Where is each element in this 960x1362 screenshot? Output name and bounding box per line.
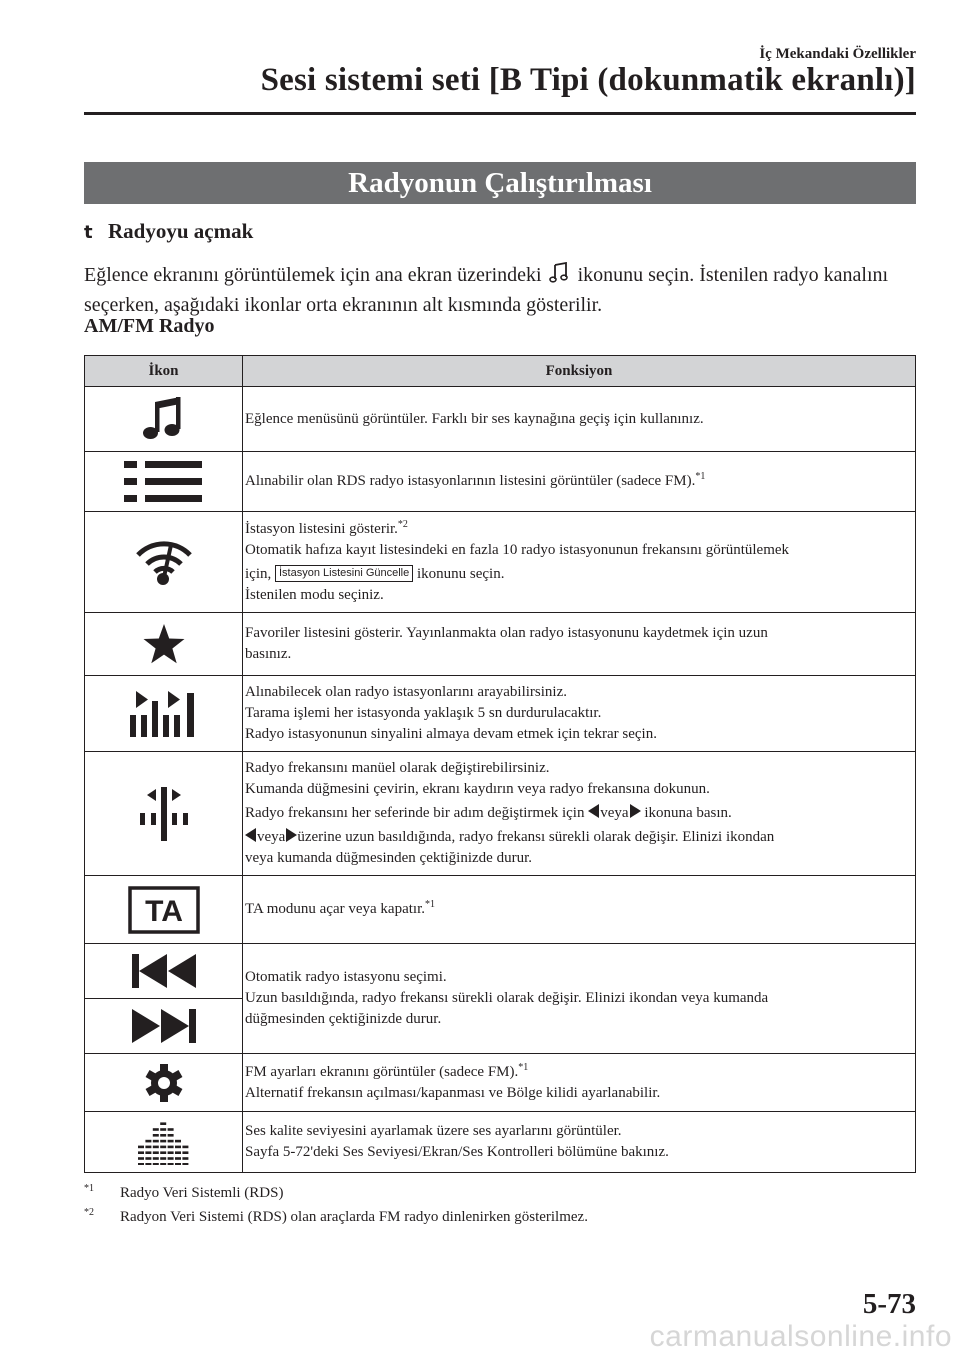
right-triangle-icon xyxy=(629,804,641,818)
equalizer-bar-segment xyxy=(138,1151,144,1154)
equalizer-bar-segment xyxy=(138,1163,144,1165)
description-text: veya xyxy=(600,805,629,821)
skip-back-icon-box xyxy=(85,944,242,999)
table-row xyxy=(85,752,916,876)
equalizer-bar-segment xyxy=(160,1146,166,1149)
description-line xyxy=(245,471,911,492)
equalizer-bar-segment xyxy=(152,1128,158,1131)
icon-cell xyxy=(85,452,243,512)
description-text: üzerine uzun basıldığında, radyo frekansı sürekli olarak değişir. Elinizi ikondan xyxy=(297,829,775,845)
description-line: Radyo frekansını manüel olarak değiştirebilirsiniz. xyxy=(245,760,550,776)
description-cell xyxy=(243,1054,916,1112)
equalizer-bar-segment xyxy=(175,1157,181,1160)
equalizer-bar-segment xyxy=(167,1146,173,1149)
header-rule xyxy=(84,112,916,115)
ta-icon-label: TA xyxy=(144,894,183,928)
description-line: basınız. xyxy=(245,646,292,662)
intro-text-before: Eğlence ekranını görüntülemek için ana ekran üzerindeki xyxy=(84,264,542,286)
icon-cell xyxy=(85,613,243,676)
equalizer-bar-segment xyxy=(182,1151,188,1154)
description-text: ikonuna basın. xyxy=(644,805,732,821)
description-line: Uzun basıldığında, radyo frekansı sürekli olarak değişir. Elinizi ikondan veya kumanda xyxy=(245,990,769,1006)
description-cell xyxy=(243,387,916,452)
equalizer-bar-segment xyxy=(138,1146,144,1149)
equalizer-bar-segment xyxy=(160,1134,166,1137)
equalizer-bar-segment xyxy=(160,1122,166,1125)
footnote-mark: *2 xyxy=(84,1207,94,1218)
icon-cell xyxy=(85,752,243,876)
left-triangle-icon xyxy=(245,828,257,842)
tune-icon xyxy=(138,787,190,841)
section-banner: Radyonun Çalıştırılması xyxy=(84,162,916,204)
description-line: Favoriler listesini gösterir. Yayınlanmakta olan radyo istasyonunu kaydetmek için uzun xyxy=(245,625,768,641)
equalizer-bar-segment xyxy=(152,1151,158,1154)
table-header-row xyxy=(85,356,916,387)
equalizer-bar-segment xyxy=(175,1151,181,1154)
description-line: Ses kalite seviyesini ayarlamak üzere ses ayarlarını görüntüler. xyxy=(245,1123,622,1139)
equalizer-bar-segment xyxy=(145,1151,151,1154)
description-line xyxy=(245,564,911,585)
icon-cell xyxy=(85,876,243,944)
subheading-text: Radyoyu açmak xyxy=(108,219,254,243)
description-text: TA modunu açar veya kapatır. xyxy=(245,901,425,917)
description-cell xyxy=(243,752,916,876)
equalizer-bar-segment xyxy=(152,1163,158,1165)
description-text: veya xyxy=(257,829,286,845)
table-row xyxy=(85,613,916,676)
list-icon xyxy=(124,459,204,505)
table-row xyxy=(85,452,916,512)
description-line xyxy=(245,899,911,920)
description-cell xyxy=(243,512,916,613)
equalizer-bar-segment xyxy=(167,1151,173,1154)
page-number: 5-73 xyxy=(862,1288,916,1320)
equalizer-bar-segment xyxy=(152,1146,158,1149)
description-line: Kumanda düğmesini çevirin, ekranı kaydırın veya radyo frekansına dokunun. xyxy=(245,781,710,797)
description-line xyxy=(245,803,911,824)
equalizer-bar-segment xyxy=(145,1163,151,1165)
intro-text-after: ikonunu seçin. İstenilen radyo kanalını seçerken, aşağıdaki ikonlar orta ekranının alt kısmında gösterilir. xyxy=(84,264,889,316)
intro-paragraph xyxy=(84,260,916,320)
music-note-icon xyxy=(549,262,569,284)
description-line xyxy=(245,1062,911,1083)
footnote-ref: *1 xyxy=(695,471,706,482)
equalizer-bar-segment xyxy=(145,1140,151,1143)
column-header-function: Fonksiyon xyxy=(243,356,916,387)
description-text: için, xyxy=(245,565,272,582)
footnotes xyxy=(84,1181,588,1229)
equalizer-bar-segment xyxy=(182,1146,188,1149)
scan-icon xyxy=(130,689,198,739)
description-line: Alınabilecek olan radyo istasyonlarını arayabilirsiniz. xyxy=(245,684,567,700)
equalizer-bar-segment xyxy=(167,1134,173,1137)
footnote xyxy=(84,1181,588,1205)
table-row xyxy=(85,876,916,944)
table-row xyxy=(85,1054,916,1112)
footnote-text: Radyo Veri Sistemli (RDS) xyxy=(120,1185,284,1201)
equalizer-bar-segment xyxy=(160,1128,166,1131)
equalizer-bar-segment xyxy=(175,1163,181,1165)
equalizer-bar-segment xyxy=(152,1140,158,1143)
description-line: düğmesinden çektiğinizde durur. xyxy=(245,1011,442,1027)
amfm-heading: AM/FM Radyo xyxy=(84,315,215,337)
equalizer-bar-segment xyxy=(160,1157,166,1160)
icon-cell xyxy=(85,676,243,752)
description-line: veya kumanda düğmesinden çektiğinizde durur. xyxy=(245,850,532,866)
gear-icon xyxy=(144,1063,184,1103)
icon-function-table xyxy=(84,355,916,1173)
update-station-list-button[interactable]: İstasyon Listesini Güncelle xyxy=(275,565,413,582)
equalizer-bar-segment xyxy=(167,1128,173,1131)
equalizer-bar-segment xyxy=(138,1157,144,1160)
description-line: Radyo istasyonunun sinyalini almaya devam etmek için tekrar seçin. xyxy=(245,726,657,742)
footnote-ref: *2 xyxy=(397,518,408,530)
description-text: Radyo frekansını her seferinde bir adım değiştirmek için xyxy=(245,805,585,821)
equalizer-icon xyxy=(137,1119,191,1165)
subheading xyxy=(84,219,253,244)
description-text: ikonunu seçin. xyxy=(416,565,505,582)
description-line: Otomatik hafıza kayıt listesindeki en fazla 10 radyo istasyonunun frekansını görüntülemek xyxy=(245,541,790,558)
table-row xyxy=(85,676,916,752)
equalizer-bar-segment xyxy=(167,1163,173,1165)
equalizer-bar-segment xyxy=(175,1140,181,1143)
skip-forward-icon-box xyxy=(85,999,242,1053)
icon-cell xyxy=(85,944,243,1054)
description-line xyxy=(245,519,911,540)
icon-cell xyxy=(85,512,243,613)
description-line: İstenilen modu seçiniz. xyxy=(245,586,384,603)
description-line: Tarama işlemi her istasyonda yaklaşık 5 sn durdurulacaktır. xyxy=(245,705,602,721)
watermark: carmanualsonline.info xyxy=(649,1320,952,1353)
description-cell xyxy=(243,1112,916,1173)
page-title: Sesi sistemi seti [B Tipi (dokunmatik ekranlı)] xyxy=(260,62,916,98)
icon-cell xyxy=(85,1054,243,1112)
footnote-mark: *1 xyxy=(84,1183,94,1194)
description-line: Alternatif frekansın açılması/kapanması ve Bölge kilidi ayarlanabilir. xyxy=(245,1084,661,1101)
table-row xyxy=(85,512,916,613)
music-note-icon xyxy=(139,394,189,444)
equalizer-bar-segment xyxy=(167,1140,173,1143)
equalizer-bar-segment xyxy=(175,1146,181,1149)
footnote-ref: *1 xyxy=(425,899,435,910)
equalizer-bar-segment xyxy=(145,1157,151,1160)
table-row xyxy=(85,944,916,1054)
table-row xyxy=(85,1112,916,1173)
description-text: FM ayarları ekranını görüntüler (sadece FM). xyxy=(245,1063,519,1080)
skip-forward-icon xyxy=(132,1008,196,1044)
ta-icon xyxy=(128,886,200,934)
description-line: Eğlence menüsünü görüntüler. Farklı bir ses kaynağına geçiş için kullanınız. xyxy=(245,410,704,427)
equalizer-bar-segment xyxy=(160,1151,166,1154)
equalizer-bar-segment xyxy=(160,1163,166,1165)
description-cell xyxy=(243,613,916,676)
description-line xyxy=(245,827,911,848)
equalizer-bar-segment xyxy=(182,1157,188,1160)
subheading-marker: t xyxy=(84,222,93,243)
equalizer-bar-segment xyxy=(152,1157,158,1160)
right-triangle-icon xyxy=(285,828,297,842)
footnote xyxy=(84,1205,588,1229)
icon-cell xyxy=(85,1112,243,1173)
description-text: İstasyon listesini gösterir. xyxy=(245,520,398,537)
equalizer-bar-segment xyxy=(167,1157,173,1160)
left-triangle-icon xyxy=(588,804,600,818)
star-icon xyxy=(142,623,186,665)
description-cell xyxy=(243,452,916,512)
equalizer-bar-segment xyxy=(145,1146,151,1149)
table-row xyxy=(85,387,916,452)
description-text: Alınabilir olan RDS radyo istasyonlarının listesini görüntüler (sadece FM). xyxy=(245,473,696,489)
skip-back-icon xyxy=(132,953,196,989)
antenna-icon xyxy=(134,537,194,587)
section-title: İç Mekandaki Özellikler xyxy=(759,46,916,62)
equalizer-bar-segment xyxy=(182,1163,188,1165)
equalizer-bar-segment xyxy=(152,1134,158,1137)
description-cell xyxy=(243,944,916,1054)
column-header-icon: İkon xyxy=(85,356,243,387)
footnote-text: Radyon Veri Sistemi (RDS) olan araçlarda FM radyo dinlenirken gösterilmez. xyxy=(120,1209,588,1225)
description-line: Sayfa 5-72'deki Ses Seviyesi/Ekran/Ses Kontrolleri bölümüne bakınız. xyxy=(245,1144,669,1160)
description-line: Otomatik radyo istasyonu seçimi. xyxy=(245,969,447,985)
description-cell xyxy=(243,676,916,752)
description-cell xyxy=(243,876,916,944)
footnote-ref: *1 xyxy=(518,1061,529,1073)
icon-cell xyxy=(85,387,243,452)
equalizer-bar-segment xyxy=(160,1140,166,1143)
